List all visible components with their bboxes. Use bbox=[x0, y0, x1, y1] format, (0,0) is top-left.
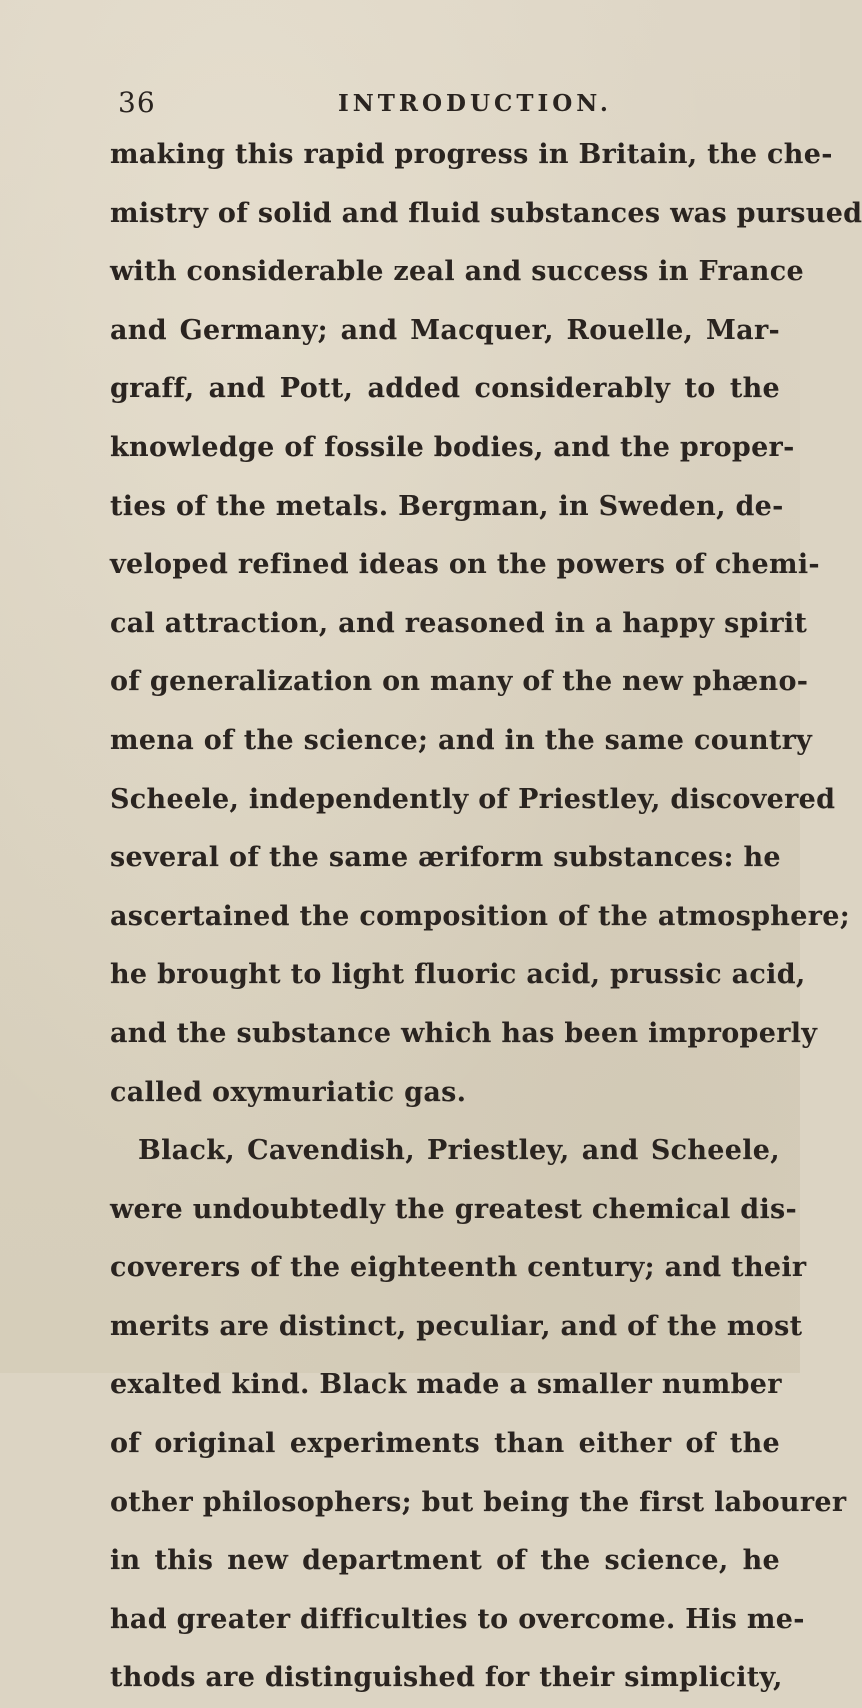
text-line: of generalization on many of the new phæno- bbox=[110, 666, 809, 698]
text-line: several of the same æriform substances: he bbox=[110, 842, 781, 874]
text-line: knowledge of fossile bodies, and the proper- bbox=[110, 431, 795, 463]
text-line: with considerable zeal and success in France bbox=[110, 256, 804, 288]
text-line: in this new department of the science, he bbox=[110, 1545, 780, 1577]
text-line-paragraph-end: called oxymuriatic gas. bbox=[110, 1076, 467, 1108]
page-header bbox=[0, 78, 800, 118]
text-line: mistry of solid and fluid substances was pursued bbox=[110, 197, 862, 229]
text-line: and Germany; and Macquer, Rouelle, Mar- bbox=[110, 314, 780, 346]
text-line: were undoubtedly the greatest chemical dis- bbox=[110, 1193, 798, 1225]
text-line: and the substance which has been improperly bbox=[110, 1017, 818, 1049]
running-head: INTRODUCTION. bbox=[338, 90, 612, 117]
text-line: other philosophers; but being the first labourer bbox=[110, 1486, 847, 1518]
body-text bbox=[110, 126, 862, 1708]
text-line: making this rapid progress in Britain, the che- bbox=[110, 139, 833, 170]
text-line: thods are distinguished for their simplicity, bbox=[110, 1662, 783, 1694]
text-line: of original experiments than either of the bbox=[110, 1428, 780, 1460]
text-line: graff, and Pott, added considerably to the bbox=[110, 373, 780, 405]
text-line: ascertained the composition of the atmosphere; bbox=[110, 900, 850, 932]
text-line: he brought to light fluoric acid, prussic acid, bbox=[110, 959, 806, 991]
text-line: had greater difficulties to overcome. His me- bbox=[110, 1603, 805, 1635]
page-number: 36 bbox=[118, 86, 156, 119]
text-line: ties of the metals. Bergman, in Sweden, de- bbox=[110, 490, 784, 522]
text-line: veloped refined ideas on the powers of chemi- bbox=[110, 549, 820, 581]
text-line: merits are distinct, peculiar, and of the most bbox=[110, 1310, 803, 1342]
text-line: cal attraction, and reasoned in a happy spirit bbox=[110, 607, 808, 639]
text-line: exalted kind. Black made a smaller number bbox=[110, 1369, 782, 1401]
text-line: mena of the science; and in the same country bbox=[110, 724, 813, 756]
text-line: Scheele, independently of Priestley, discovered bbox=[110, 783, 836, 815]
text-line-paragraph-start: Black, Cavendish, Priestley, and Scheele, bbox=[138, 1135, 780, 1167]
text-line: coverers of the eighteenth century; and their bbox=[110, 1252, 807, 1284]
